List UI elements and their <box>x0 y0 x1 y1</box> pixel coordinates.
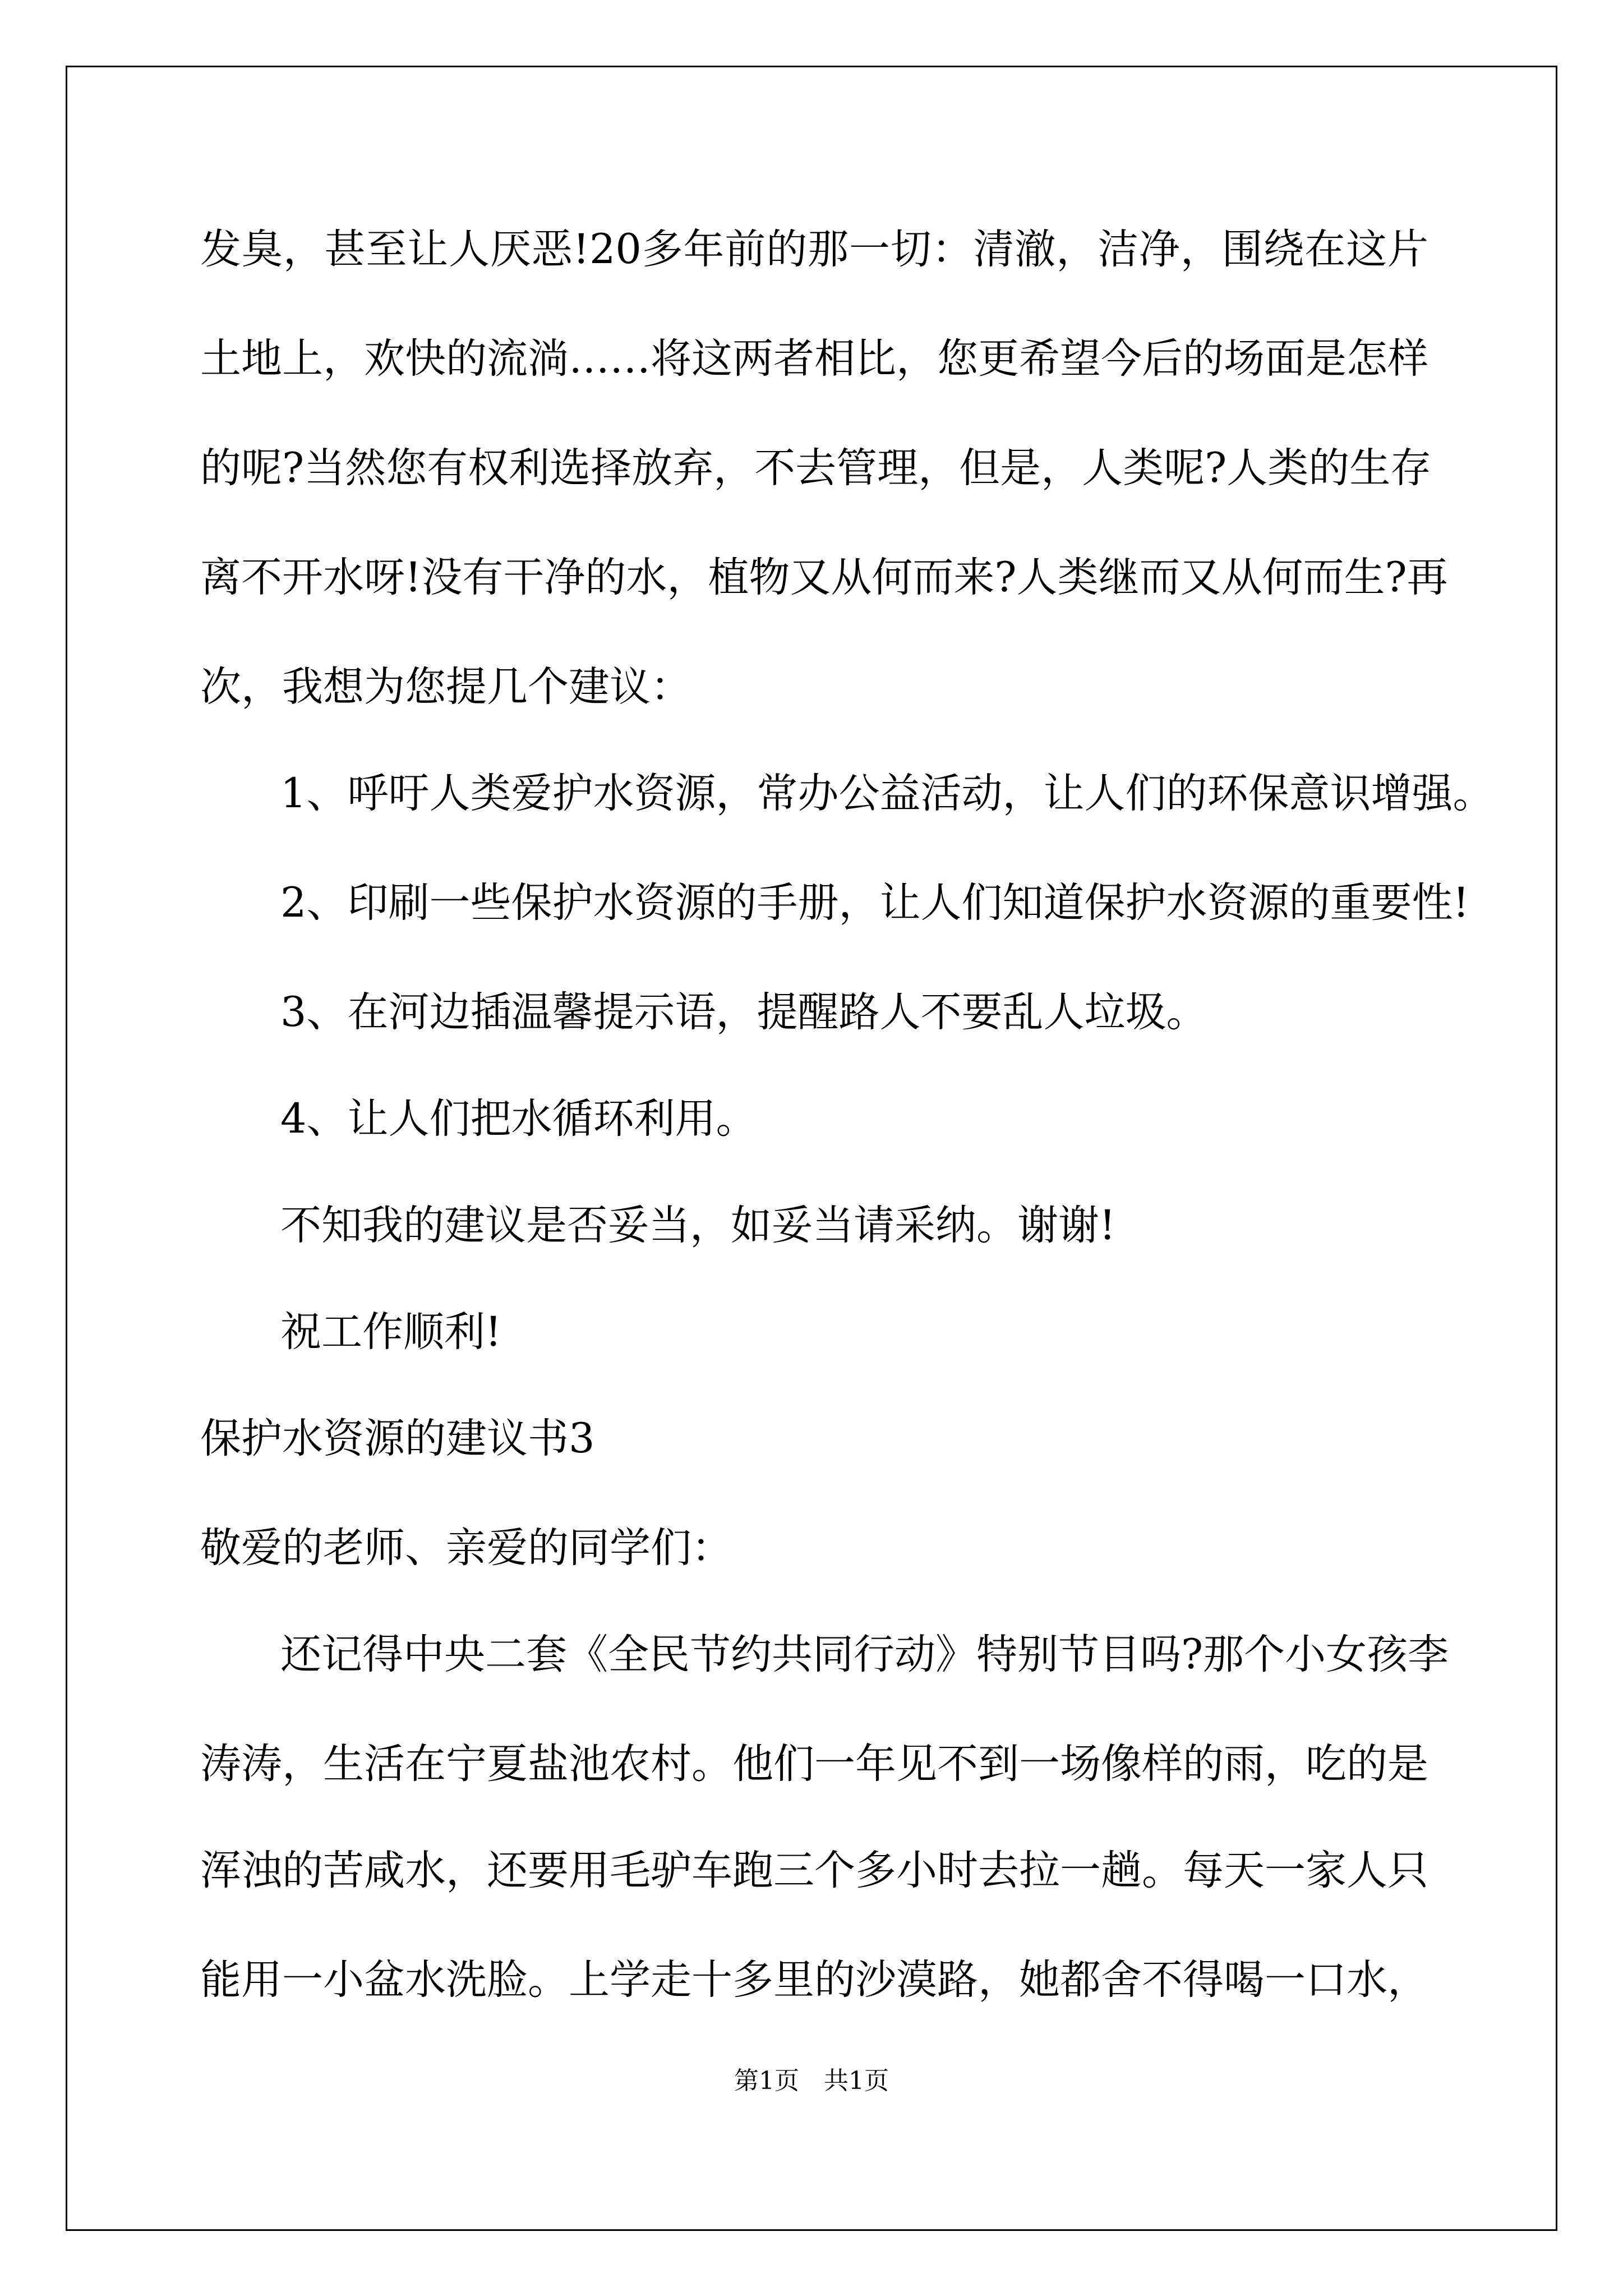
section-title: 保护水资源的建议书3 <box>200 1415 595 1462</box>
body-text-line: 的呢?当然您有权利选择放弃，不去管理，但是，人类呢?人类的生存 <box>200 444 1432 492</box>
page-footer: 第1页 共1页 <box>734 2067 889 2095</box>
body-text-line: 离不开水呀!没有干净的水，植物又从何而来?人类继而又从何而生?再 <box>200 554 1448 601</box>
body-text-line: 还记得中央二套《全民节约共同行动》特别节目吗?那个小女孩李 <box>280 1631 1449 1678</box>
page-border <box>66 66 1557 2231</box>
salutation: 敬爱的老师、亲爱的同学们： <box>200 1524 732 1572</box>
suggestion-item: 3、在河边插温馨提示语，提醒路人不要乱人垃圾。 <box>280 988 1207 1036</box>
suggestion-item: 2、印刷一些保护水资源的手册，让人们知道保护水资源的重要性! <box>280 879 1469 927</box>
closing-text: 不知我的建议是否妥当，如妥当请采纳。谢谢! <box>280 1202 1116 1249</box>
body-text-line: 发臭，甚至让人厌恶!20多年前的那一切：清澈，洁净，围绕在这片 <box>200 226 1428 273</box>
suggestion-item: 1、呼吁人类爱护水资源，常办公益活动，让人们的环保意识增强。 <box>280 770 1494 817</box>
body-text-line: 能用一小盆水洗脸。上学走十多里的沙漠路，她都舍不得喝一口水， <box>200 1956 1428 2004</box>
suggestion-item: 4、让人们把水循环利用。 <box>280 1095 757 1143</box>
closing-wish: 祝工作顺利! <box>280 1308 502 1356</box>
body-text-line: 次，我想为您提几个建议： <box>200 663 691 711</box>
body-text-line: 土地上，欢快的流淌……将这两者相比，您更希望今后的场面是怎样 <box>200 335 1428 383</box>
body-text-line: 浑浊的苦咸水，还要用毛驴车跑三个多小时去拉一趟。每天一家人只 <box>200 1847 1428 1894</box>
body-text-line: 涛涛，生活在宁夏盐池农村。他们一年见不到一场像样的雨，吃的是 <box>200 1740 1428 1788</box>
